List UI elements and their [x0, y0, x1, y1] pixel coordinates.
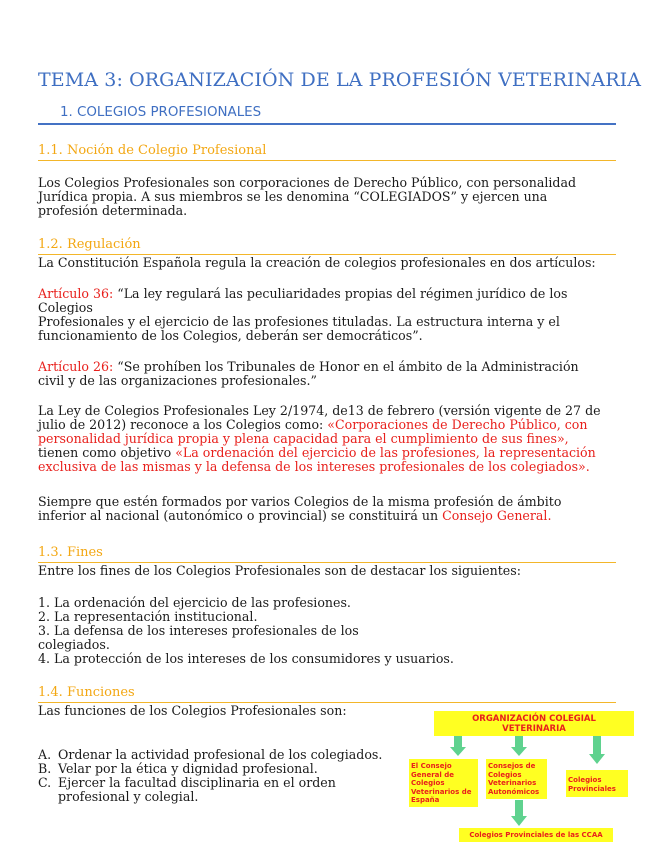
text-line: funcionamiento de los Colegios, deberán ser democráticos”. [38, 328, 423, 343]
text-line: Los Colegios Profesionales son corporaciones de Derecho Público, con personalidad [38, 175, 577, 190]
list-item [38, 762, 398, 776]
list-item: colegiados. [38, 637, 110, 652]
paragraph-consejo [38, 495, 628, 523]
title-rest: : ORGANIZACIÓN DE LA PROFESIÓN VETERINARIA [116, 69, 642, 91]
quote-red: exclusiva de las mismas y la defensa de los intereses profesionales de los colegiados». [38, 459, 590, 474]
text-line: La Ley de Colegios Profesionales Ley 2/1974, de13 de febrero (versión vigente de 27 de [38, 403, 601, 418]
list-item: 1. La ordenación del ejercicio de las profesiones. [38, 595, 351, 610]
heading-nocion: 1.1. Noción de Colegio Profesional [38, 143, 267, 158]
diagram-top-line: VETERINARIA [502, 724, 566, 734]
fines-list [38, 596, 638, 666]
heading-rule-nocion [38, 160, 616, 161]
diagram-box-consejos-autonomicos: Consejos de Colegios Veterinarios Autonómicos [486, 759, 547, 799]
list-item [38, 776, 358, 804]
paragraph-articulo-36 [38, 287, 628, 343]
text-line: julio de 2012) reconoce a los Colegios como: [38, 417, 328, 432]
list-marker: A. [38, 747, 52, 762]
paragraph-nocion [38, 176, 628, 218]
list-text: Velar por la ética y dignidad profesional. [58, 761, 318, 776]
quote-red: «Corporaciones de Derecho Público, con [327, 417, 588, 432]
diagram-top-line: ORGANIZACIÓN COLEGIAL [472, 714, 596, 724]
diagram-box-colegios-provinciales: Colegios Provinciales [566, 770, 628, 797]
heading-regulacion: 1.2. Regulación [38, 237, 141, 252]
list-item: 4. La protección de los intereses de los consumidores y usuarios. [38, 651, 454, 666]
arrow-down-icon [511, 736, 527, 756]
text-line: “Se prohíben los Tribunales de Honor en el ámbito de la Administración [113, 359, 579, 374]
arrow-down-icon [450, 736, 466, 756]
consejo-general-text: Consejo General. [442, 508, 552, 523]
page-title [38, 68, 641, 92]
article-label: Artículo 36: [38, 286, 114, 301]
list-text: Ordenar la actividad profesional de los colegiados. [58, 747, 383, 762]
quote-red: «La ordenación del ejercicio de las profesiones, la representación [175, 445, 596, 460]
heading-fines: 1.3. Fines [38, 545, 103, 560]
paragraph-ley [38, 404, 628, 474]
text-line: Las funciones de los Colegios Profesionales son: [38, 703, 347, 718]
list-text: Ejercer la facultad disciplinaria en el orden profesional y colegial. [58, 775, 336, 804]
text-line: civil y de las organizaciones profesionales.” [38, 373, 317, 388]
text-line: Siempre que estén formados por varios Colegios de la misma profesión de ámbito [38, 494, 562, 509]
text-line: profesión determinada. [38, 203, 188, 218]
arrow-down-icon [511, 800, 527, 826]
diagram-box-colegios-ccaa: Colegios Provinciales de las CCAA [459, 828, 613, 842]
list-item [38, 748, 398, 762]
list-marker: B. [38, 761, 52, 776]
diagram-box-consejo-general: El Consejo General de Colegios Veterinarios de España [409, 759, 478, 807]
text-line: inferior al nacional (autonómico o provincial) se constituirá un [38, 508, 443, 523]
diagram-top-box [434, 711, 634, 736]
quote-red: personalidad jurídica propia y plena capacidad para el cumplimiento de sus fines», [38, 431, 569, 446]
paragraph-fines-intro [38, 564, 628, 578]
text-line: La Constitución Española regula la creación de colegios profesionales en dos artículos: [38, 255, 596, 270]
heading-funciones: 1.4. Funciones [38, 685, 135, 700]
heading-rule [38, 123, 616, 125]
article-label: Artículo 26: [38, 359, 114, 374]
list-item: 3. La defensa de los intereses profesionales de los [38, 623, 359, 638]
title-prefix: TEMA 3 [38, 69, 117, 91]
text-line: Jurídica propia. A sus miembros se les denomina “COLEGIADOS” y ejercen una [38, 189, 548, 204]
text-line: Profesionales y el ejercicio de las profesiones tituladas. La estructura interna y el [38, 314, 560, 329]
text-line: “La ley regulará las peculiaridades propias del régimen jurídico de los [113, 286, 568, 301]
arrow-down-icon [589, 736, 605, 764]
text-line: tienen como objetivo [38, 445, 176, 460]
section-heading-colegios: 1. COLEGIOS PROFESIONALES [60, 105, 262, 120]
list-item: 2. La representación institucional. [38, 609, 258, 624]
paragraph-regulacion-intro [38, 256, 628, 270]
paragraph-funciones-intro [38, 704, 418, 718]
paragraph-articulo-26 [38, 360, 628, 388]
text-line: Entre los fines de los Colegios Profesionales son de destacar los siguientes: [38, 563, 521, 578]
list-marker: C. [38, 775, 52, 790]
funciones-list [38, 748, 398, 804]
text-line: Colegios [38, 300, 93, 315]
